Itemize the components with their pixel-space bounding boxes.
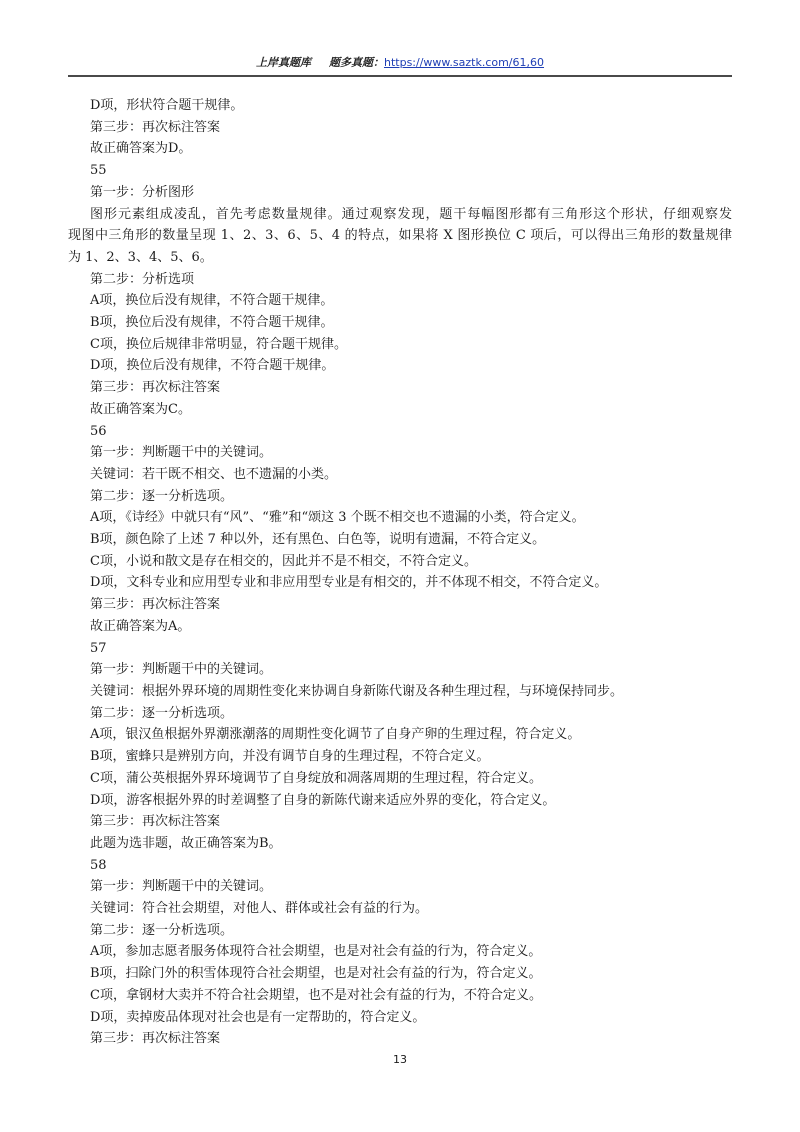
option-analysis: A项，参加志愿者服务体现符合社会期望，也是对社会有益的行为，符合定义。 [90, 944, 542, 960]
document-body [68, 95, 732, 1050]
text-line: 第三步：再次标注答案 [90, 814, 221, 830]
question-number: 58 [90, 857, 107, 873]
text-line: 第一步：分析图形 [90, 184, 195, 200]
option-analysis: D项，游客根据外界的时差调整了自身的新陈代谢来适应外界的变化，符合定义。 [90, 792, 556, 808]
option-analysis: C项，蒲公英根据外界环境调节了自身绽放和凋落周期的生理过程，符合定义。 [90, 770, 542, 786]
option-analysis: D项，卖掉废品体现对社会也是有一定帮助的，符合定义。 [90, 1009, 426, 1025]
paragraph-line: 图形元素组成凌乱，首先考虑数量规律。通过观察发现，题干每幅图形都有三角形这个形状，仔细观察发 [90, 206, 732, 222]
text-line: 第二步：逐一分析选项。 [90, 705, 234, 721]
header-divider [68, 75, 732, 77]
keyword-line: 关键词：根据外界环境的周期性变化来协调自身新陈代谢及各种生理过程，与环境保持同步。 [90, 683, 624, 699]
option-analysis: C项，换位后规律非常明显，符合题干规律。 [90, 336, 347, 352]
text-line: 第三步：再次标注答案 [90, 119, 221, 135]
option-analysis: B项，换位后没有规律，不符合题干规律。 [90, 315, 334, 331]
option-analysis: A项，换位后没有规律，不符合题干规律。 [90, 293, 334, 309]
text-line: 第一步：判断题干中的关键词。 [90, 879, 273, 895]
text-line: 第一步：判断题干中的关键词。 [90, 445, 273, 461]
header-label: 题多真题： [328, 56, 384, 69]
text-line: D项，形状符合题干规律。 [90, 98, 244, 113]
option-analysis: B项，蜜蜂只是辨别方向，并没有调节自身的生理过程，不符合定义。 [90, 749, 490, 765]
question-number: 55 [90, 163, 107, 179]
text-line: 第三步：再次标注答案 [90, 597, 221, 613]
question-number: 56 [90, 423, 107, 439]
header-site-name: 上岸真题库 [255, 56, 311, 69]
option-analysis: B项，颜色除了上述 7 种以外，还有黑色、白色等，说明有遗漏，不符合定义。 [90, 532, 546, 548]
text-line: 第二步：逐一分析选项。 [90, 922, 234, 938]
keyword-line: 关键词：若干既不相交、也不遗漏的小类。 [90, 466, 338, 482]
paragraph-line: 为 1、2、3、4、5、6。 [68, 249, 213, 265]
keyword-line: 关键词：符合社会期望，对他人、群体或社会有益的行为。 [90, 901, 429, 917]
option-analysis: C项，小说和散文是存在相交的，因此并不是不相交，不符合定义。 [90, 553, 477, 569]
option-analysis: B项，扫除门外的积雪体现符合社会期望，也是对社会有益的行为，符合定义。 [90, 966, 542, 982]
page-header [0, 56, 800, 70]
option-analysis: C项，拿钢材大卖并不符合社会期望，也不是对社会有益的行为，不符合定义。 [90, 987, 542, 1003]
option-analysis: D项，文科专业和应用型专业和非应用型专业是有相交的，并不体现不相交，不符合定义。 [90, 575, 608, 591]
header-url-link[interactable]: https://www.saztk.com/61,60 [383, 56, 545, 69]
option-analysis: A项，银汉鱼根据外界潮涨潮落的周期性变化调节了自身产卵的生理过程，符合定义。 [90, 727, 581, 743]
text-line: 第二步：分析选项 [90, 271, 195, 287]
text-line: 第三步：再次标注答案 [90, 380, 221, 396]
text-line: 故正确答案为D。 [90, 141, 192, 157]
text-line: 第三步：再次标注答案 [90, 1031, 221, 1047]
answer-line: 故正确答案为A。 [90, 618, 191, 634]
page-number: 13 [393, 1053, 407, 1066]
answer-line: 此题为选非题，故正确答案为B。 [90, 835, 282, 851]
question-number: 57 [90, 640, 107, 656]
option-analysis: A项，《诗经》中就只有“风”、“雅”和“颂这 3 个既不相交也不遗漏的小类，符合定义。 [90, 510, 585, 526]
text-line: 第一步：判断题干中的关键词。 [90, 662, 273, 678]
answer-line: 故正确答案为C。 [90, 401, 191, 417]
option-analysis: D项，换位后没有规律，不符合题干规律。 [90, 358, 335, 374]
paragraph-line: 现图中三角形的数量呈现 1、2、3、6、5、4 的特点，如果将 X 图形换位 C 项后，可以得出三角形的数量规律 [68, 228, 732, 244]
text-line: 第二步：逐一分析选项。 [90, 488, 234, 504]
